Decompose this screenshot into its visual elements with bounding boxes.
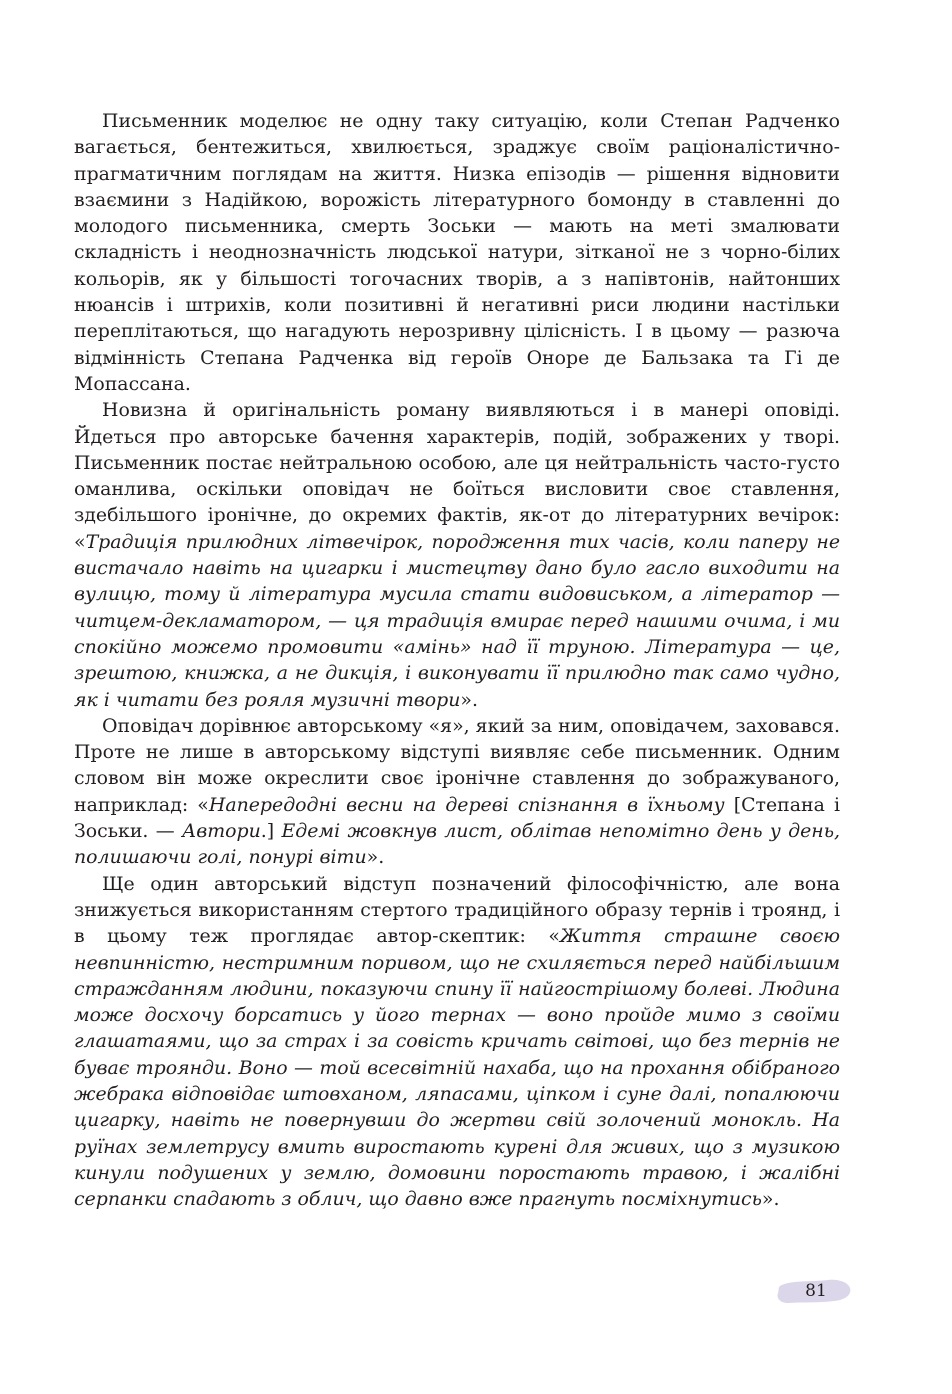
text-run: ». bbox=[460, 688, 478, 711]
text-run: ». bbox=[761, 1188, 780, 1211]
paragraph bbox=[74, 871, 840, 1213]
text-run: Новизна й оригінальність роману виявляються і в манері оповіді. Йдеться про авторське бачення характерів, подій, зображених у творі. Письменник постає нейтральною особою, але ця нейтральність часто-густо оманлива, оскільки оповідач не боїться висловити своє ставлення, здебільшого іронічне, до окремих фактів, як-от до літературних вечірок: « bbox=[74, 399, 840, 553]
paragraph bbox=[74, 108, 840, 397]
quote-text: Традиція прилюдних літвечірок, породження тих часів, коли паперу не вистачало навіть на цигарки і мистецтву дано було гасло виходити на вулицю, тому й література мусила стати видовиськом, а літератор — читцем-декламатором, — ця традиція вмирає перед нашими очима, і ми спокійно можемо промовити «амінь» над її труною. Література — це, зрештою, книжка, а не дикція, і виконувати її прилюдно так само чудно, як і читати без рояля музичні твори bbox=[74, 530, 840, 711]
text-run: ». bbox=[366, 846, 385, 869]
quote-text: Едемі жовкнув лист, облітав непомітно день у день, полишаючи голі, понурі віти bbox=[74, 820, 840, 869]
paragraph bbox=[74, 713, 840, 871]
page-body bbox=[74, 108, 840, 1212]
paragraph bbox=[74, 397, 840, 713]
text-run: .] bbox=[260, 820, 282, 843]
text-run: [Степана і Зоськи. — bbox=[74, 793, 840, 843]
quote-text: Напередодні весни на дереві спізнання в їхньому bbox=[208, 793, 734, 816]
text-run: Оповідач дорівнює авторському «я», який за ним, оповідачем, заховався. Проте не лише в авторському відступі виявляє себе письменник. Одним словом він може окреслити своє іронічне ставлення до зображуваного, наприклад: « bbox=[74, 714, 840, 816]
quote-text: Автори bbox=[181, 820, 261, 843]
text-run: Ще один авторський відступ позначений філософічністю, але вона знижується використанням стертого традиційного образу тернів і троянд, і в цьому теж проглядає автор-скептик: « bbox=[74, 872, 840, 948]
quote-text: Життя страшне своєю невпинністю, нестримним поривом, що не схиляється перед найбільшим стражданням людини, показуючи спину її найгострішому болеві. Людина може досхочу борсатись у його тернах — воно пройде мимо з своїми глашатаями, що за страх і за совість кричать світові, що без тернів не буває троянди. Воно — той всесвітній нахаба, що на прохання обібраного жебрака відповідає штовханом, ляпасами, ціпком і суне далі, попалюючи цигарку, навіть не повернувши до жертви свій золочений монокль. На руїнах землетрусу вмить виростають курені для живих, що з музикою кинули подушених у землю, домовини поростають травою, і жалібні серпанки спадають з облич, що давно вже прагнуть посміхнутись bbox=[74, 925, 840, 1211]
text-run: Письменник моделює не одну таку ситуацію, коли Степан Радченко вагається, бентежиться, хвилюється, зраджує своїм раціоналістично-прагматичним поглядам на життя. Низка епізодів — рішення відновити взаємини з Надійкою, ворожість літературного бомонду в ставленні до молодого письменника, смерть Зоськи — мають на меті змалювати складність і неоднозначність людської натури, зітканої не з чорно-білих кольорів, як у більшості тогочасних творів, а з напівтонів, найтонших нюансів і штрихів, коли позитивні й негативні риси людини настільки переплітаються, що нагадують нерозривну цілісність. І в цьому — разюча відмінність Степана Радченка від героїв Оноре де Бальзака та Гі де Мопассана. bbox=[74, 110, 840, 395]
page-number-badge bbox=[776, 1276, 852, 1306]
page-number: 81 bbox=[805, 1281, 827, 1301]
